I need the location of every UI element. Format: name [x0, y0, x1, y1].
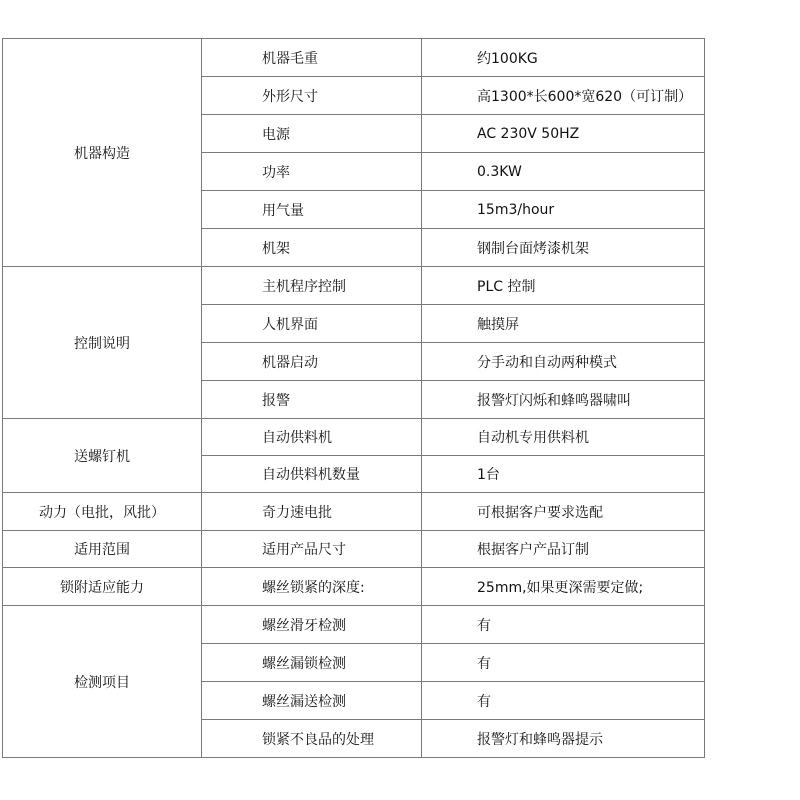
category-cell: 动力（电批，风批）: [3, 493, 202, 531]
attribute-cell: 自动供料机数量: [202, 456, 422, 493]
category-cell: 锁附适应能力: [3, 568, 202, 606]
attribute-cell: 功率: [202, 153, 422, 191]
value-cell: PLC 控制: [422, 267, 705, 305]
value-cell: 1台: [422, 456, 705, 493]
category-cell: 送螺钉机: [3, 419, 202, 493]
value-cell: 分手动和自动两种模式: [422, 343, 705, 381]
value-cell: 15m3/hour: [422, 191, 705, 229]
category-cell: 检测项目: [3, 606, 202, 758]
category-cell: 机器构造: [3, 39, 202, 267]
attribute-cell: 自动供料机: [202, 419, 422, 456]
table-row: [3, 606, 705, 644]
value-cell: 0.3KW: [422, 153, 705, 191]
attribute-cell: 机器毛重: [202, 39, 422, 77]
value-cell: 高1300*长600*宽620（可订制）: [422, 77, 705, 115]
attribute-cell: 人机界面: [202, 305, 422, 343]
table-row: [3, 419, 705, 456]
attribute-cell: 螺丝滑牙检测: [202, 606, 422, 644]
attribute-cell: 报警: [202, 381, 422, 419]
table-row: [3, 267, 705, 305]
value-cell: 触摸屏: [422, 305, 705, 343]
value-cell: 可根据客户要求选配: [422, 493, 705, 531]
category-cell: 控制说明: [3, 267, 202, 419]
value-cell: 有: [422, 682, 705, 720]
spec-table: [2, 38, 705, 758]
value-cell: 自动机专用供料机: [422, 419, 705, 456]
value-cell: 约100KG: [422, 39, 705, 77]
table-row: [3, 568, 705, 606]
value-cell: 根据客户产品订制: [422, 531, 705, 568]
category-cell: 适用范围: [3, 531, 202, 568]
attribute-cell: 奇力速电批: [202, 493, 422, 531]
attribute-cell: 螺丝漏锁检测: [202, 644, 422, 682]
value-cell: 报警灯和蜂鸣器提示: [422, 720, 705, 758]
attribute-cell: 螺丝锁紧的深度:: [202, 568, 422, 606]
table-row: [3, 531, 705, 568]
attribute-cell: 主机程序控制: [202, 267, 422, 305]
table-row: [3, 493, 705, 531]
attribute-cell: 用气量: [202, 191, 422, 229]
attribute-cell: 外形尺寸: [202, 77, 422, 115]
value-cell: 有: [422, 606, 705, 644]
value-cell: 报警灯闪烁和蜂鸣器啸叫: [422, 381, 705, 419]
value-cell: 钢制台面烤漆机架: [422, 229, 705, 267]
attribute-cell: 电源: [202, 115, 422, 153]
value-cell: AC 230V 50HZ: [422, 115, 705, 153]
value-cell: 有: [422, 644, 705, 682]
table-row: [3, 39, 705, 77]
value-cell: 25mm,如果更深需要定做;: [422, 568, 705, 606]
attribute-cell: 机架: [202, 229, 422, 267]
attribute-cell: 螺丝漏送检测: [202, 682, 422, 720]
spec-table-body: [3, 39, 705, 758]
attribute-cell: 机器启动: [202, 343, 422, 381]
attribute-cell: 适用产品尺寸: [202, 531, 422, 568]
attribute-cell: 锁紧不良品的处理: [202, 720, 422, 758]
